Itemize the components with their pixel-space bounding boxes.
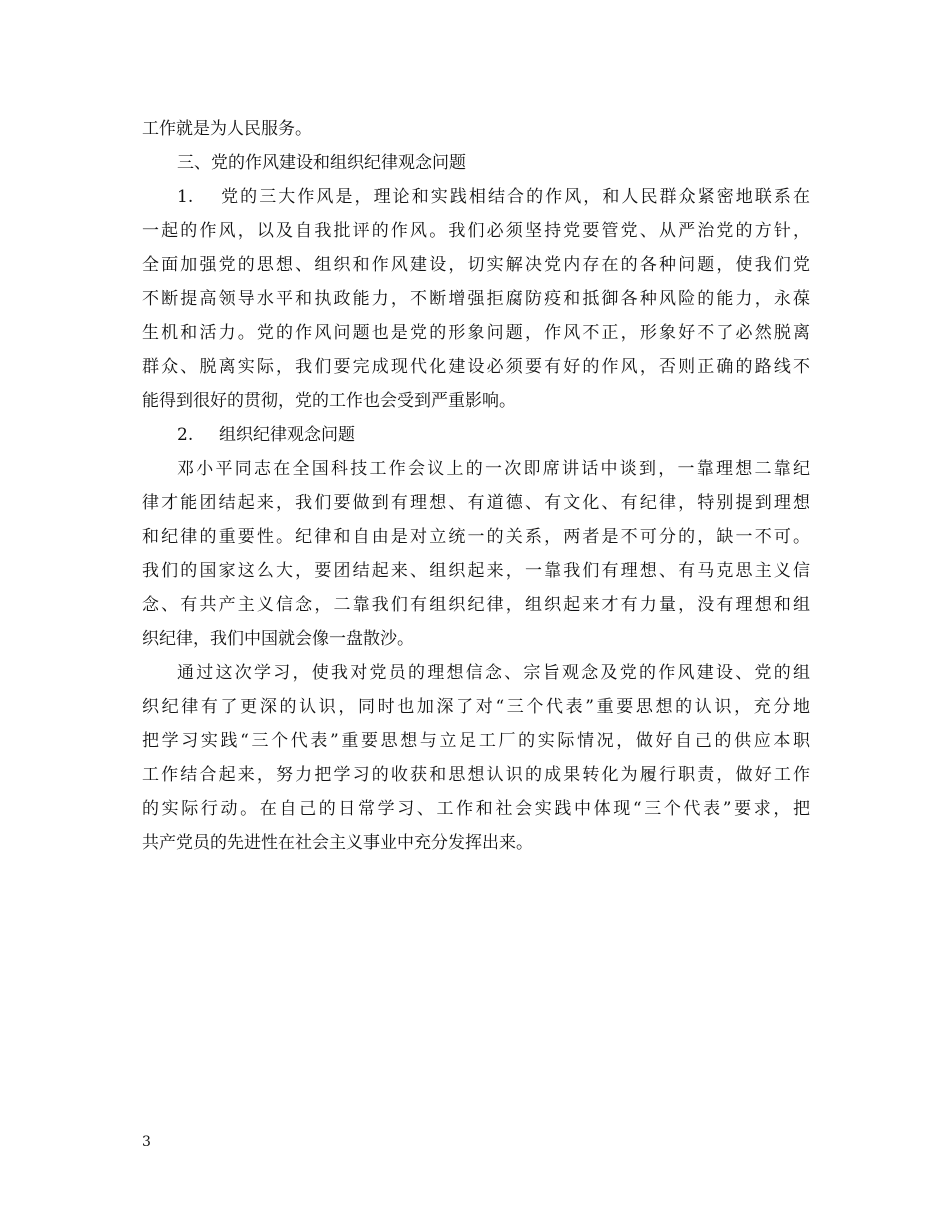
page-number: 3 (142, 1134, 151, 1150)
body-line: 的实际行动。在自己的日常学习、工作和社会实践中体现“三个代表”要求，把 (142, 799, 810, 819)
body-line: 不断提高领导水平和执政能力，不断增强拒腐防疫和抵御各种风险的能力，永葆 (142, 289, 810, 309)
body-line: 工作就是为人民服务。 (142, 119, 312, 139)
body-line: 全面加强党的思想、组织和作风建设，切实解决党内存在的各种问题，使我们党 (142, 255, 810, 275)
body-line: 工作结合起来，努力把学习的收获和思想认识的成果转化为履行职责，做好工作 (142, 765, 810, 785)
body-line: 律才能团结起来，我们要做到有理想、有道德、有文化、有纪律，特别提到理想 (142, 493, 810, 513)
body-line: 共产党员的先进性在社会主义事业中充分发挥出来。 (142, 833, 533, 853)
item-number: 1. (177, 187, 194, 207)
item-number: 2. (177, 425, 194, 445)
body-line: 生机和活力。党的作风问题也是党的形象问题，作风不正，形象好不了必然脱离 (142, 323, 810, 343)
body-line: 一起的作风，以及自我批评的作风。我们必须坚持党要管党、从严治党的方针， (142, 221, 810, 241)
body-line: 织纪律有了更深的认识，同时也加深了对“三个代表”重要思想的认识，充分地 (142, 697, 810, 717)
body-line: 我们的国家这么大，要团结起来、组织起来，一靠我们有理想、有马克思主义信 (142, 561, 810, 581)
body-line: 能得到很好的贯彻，党的工作也会受到严重影响。 (142, 391, 516, 411)
body-line: 党的三大作风是，理论和实践相结合的作风，和人民群众紧密地联系在 (219, 187, 810, 207)
numbered-heading (142, 418, 810, 452)
body-line: 群众、脱离实际，我们要完成现代化建设必须要有好的作风，否则正确的路线不 (142, 357, 810, 377)
body-line: 邓小平同志在全国科技工作会议上的一次即席讲话中谈到，一靠理想二靠纪 (177, 459, 810, 479)
body-line: 和纪律的重要性。纪律和自由是对立统一的关系，两者是不可分的，缺一不可。 (142, 527, 810, 547)
body-line: 把学习实践“三个代表”重要思想与立足工厂的实际情况，做好自己的供应本职 (142, 731, 810, 751)
subheading-text: 组织纪律观念问题 (219, 425, 355, 445)
document-body (142, 112, 810, 860)
body-line: 念、有共产主义信念，二靠我们有组织纪律，组织起来才有力量，没有理想和组 (142, 595, 810, 615)
body-line: 通过这次学习，使我对党员的理想信念、宗旨观念及党的作风建设、党的组 (177, 663, 810, 683)
section-heading: 三、党的作风建设和组织纪律观念问题 (177, 153, 466, 173)
numbered-paragraph-start (142, 180, 810, 214)
body-line: 织纪律，我们中国就会像一盘散沙。 (142, 629, 414, 649)
